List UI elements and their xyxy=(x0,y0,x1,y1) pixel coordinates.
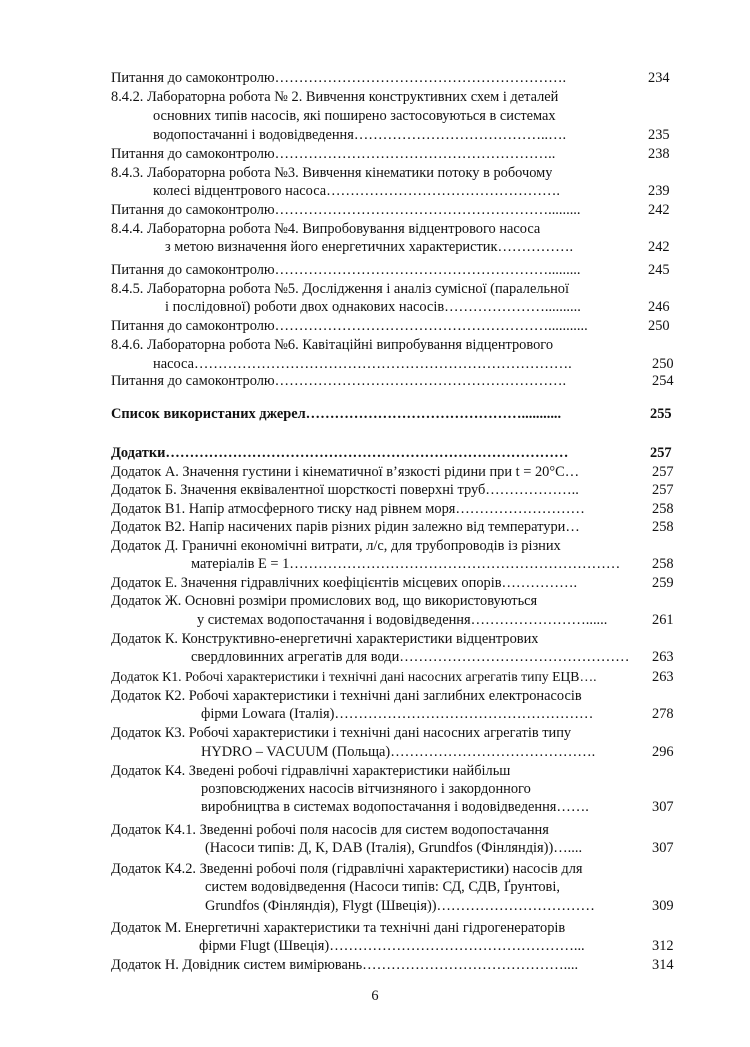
toc-entry xyxy=(0,687,750,705)
toc-entry xyxy=(0,336,750,354)
toc-entry xyxy=(0,145,750,163)
page-number: 6 xyxy=(371,988,379,1004)
toc-entry-page: 263 xyxy=(652,649,674,665)
toc-entry-page: 255 xyxy=(650,406,672,422)
toc-entry-page: 257 xyxy=(652,464,674,480)
toc-entry xyxy=(0,611,750,629)
toc-entry-text: Додаток Д. Граничні економічні витрати, л/с, для трубопроводів із різних xyxy=(111,538,561,554)
toc-entry-text: Питання до самоконтролю…………………………………………………........... xyxy=(111,318,588,334)
toc-entry-text: колесі відцентрового насоса…………………………………………. xyxy=(153,183,560,199)
toc-entry-page: 239 xyxy=(648,183,670,199)
toc-entry-page: 235 xyxy=(648,127,670,143)
toc-entry-text: і послідовної) роботи двох однакових насосів………………….......... xyxy=(165,299,581,315)
toc-entry-text: Список використаних джерел………………………………………........... xyxy=(111,406,562,422)
toc-entry-text: основних типів насосів, які поширено застосовуються в системах xyxy=(153,108,556,124)
toc-entry-page: 314 xyxy=(652,957,674,973)
toc-entry xyxy=(0,630,750,648)
toc-entry xyxy=(0,537,750,555)
toc-entry-text: Питання до самоконтролю…………………………………………………......... xyxy=(111,262,581,278)
toc-entry xyxy=(0,668,750,686)
toc-entry xyxy=(0,839,750,857)
toc-entry xyxy=(0,762,750,780)
toc-entry xyxy=(0,743,750,761)
toc-entry-page: 257 xyxy=(652,482,674,498)
toc-entry-text: виробництва в системах водопостачання і водовідведення……. xyxy=(201,799,589,815)
toc-entry-page: 259 xyxy=(652,575,674,591)
toc-entry-text: свердловинних агрегатів для води………………………………………… xyxy=(191,649,630,665)
toc-entry-text: Додаток В1. Напір атмосферного тиску над рівнем моря……………………… xyxy=(111,501,585,517)
toc-entry xyxy=(0,937,750,955)
toc-entry xyxy=(0,69,750,87)
toc-entry xyxy=(0,500,750,518)
toc-entry-text: 8.4.5. Лабораторна робота №5. Дослідження і аналіз сумісної (паралельної xyxy=(111,281,569,297)
toc-entry-page: 278 xyxy=(652,706,674,722)
toc-entry xyxy=(0,956,750,974)
toc-entry xyxy=(0,919,750,937)
toc-entry-page: 245 xyxy=(648,262,670,278)
toc-section-references xyxy=(0,405,750,423)
toc-entry-text: Додаток К4. Зведені робочі гідравлічні характеристики найбільш xyxy=(111,763,511,779)
toc-entry-text: Додаток К1. Робочі характеристики і технічні дані насосних агрегатів типу ЕЦВ…. xyxy=(111,669,597,684)
toc-entry-text: розповсюджених насосів вітчизняного і закордонного xyxy=(201,781,531,797)
toc-entry-page: 242 xyxy=(648,239,670,255)
toc-entry-page: 307 xyxy=(652,840,674,856)
toc-entry-page: 254 xyxy=(652,373,674,389)
toc-entry-page: 296 xyxy=(652,744,674,760)
toc-entry xyxy=(0,280,750,298)
toc-entry-page: 250 xyxy=(652,356,674,372)
toc-entry-text: Додаток Ж. Основні розміри промислових вод, що використовуються xyxy=(111,593,538,609)
toc-entry-text: Питання до самоконтролю………………………………………………….. xyxy=(111,146,556,162)
toc-entry-text: фірми Flugt (Швеція)……………………………………………... xyxy=(199,938,585,954)
toc-entry xyxy=(0,878,750,896)
toc-entry xyxy=(0,780,750,798)
toc-entry-text: водопостачанні і водовідведення…………………………………..…. xyxy=(153,127,567,143)
toc-entry-text: Додаток К4.2. Зведенні робочі поля (гідравлічні характеристики) насосів для xyxy=(111,861,583,877)
toc-entry xyxy=(0,724,750,742)
toc-entry-text: Grundfos (Фінляндія), Flygt (Швеція))…………………………… xyxy=(205,898,595,914)
toc-entry xyxy=(0,182,750,200)
toc-entry-page: 257 xyxy=(650,445,672,461)
toc-entry-text: 8.4.6. Лабораторна робота №6. Кавітаційні випробування відцентрового xyxy=(111,337,554,353)
toc-entry xyxy=(0,261,750,279)
toc-entry xyxy=(0,317,750,335)
toc-entry xyxy=(0,220,750,238)
toc-entry xyxy=(0,574,750,592)
toc-entry xyxy=(0,592,750,610)
toc-entry xyxy=(0,355,750,373)
toc-entry-page: 263 xyxy=(652,669,674,685)
toc-entry xyxy=(0,481,750,499)
toc-entry-text: фірми Lowara (Італія)……………………………………………… xyxy=(201,706,594,722)
toc-entry-text: (Насоси типів: Д, К, DAB (Італія), Grundfos (Фінляндія))….... xyxy=(205,840,583,856)
toc-entry xyxy=(0,555,750,573)
toc-entry-page: 261 xyxy=(652,612,674,628)
toc-entry xyxy=(0,648,750,666)
toc-entry xyxy=(0,164,750,182)
toc-entry xyxy=(0,88,750,106)
toc-entry-page: 246 xyxy=(648,299,670,315)
toc-entry-page: 258 xyxy=(652,556,674,572)
toc-entry xyxy=(0,463,750,481)
toc-entry-text: з метою визначення його енергетичних характеристик……………. xyxy=(165,239,574,255)
toc-entry xyxy=(0,518,750,536)
toc-entry-text: Додатки………………………………………………………………………… xyxy=(111,445,569,461)
toc-entry-text: Додаток А. Значення густини і кінематичної в’язкості рідини при t = 20°С… xyxy=(111,464,580,480)
toc-entry-text: Додаток Б. Значення еквівалентної шорсткості поверхні труб……………….. xyxy=(111,482,579,498)
toc-entry-text: Додаток М. Енергетичні характеристики та технічні дані гідрогенераторів xyxy=(111,920,566,936)
toc-entry-text: Питання до самоконтролю……………………………………………………. xyxy=(111,373,567,389)
toc-entry xyxy=(0,798,750,816)
toc-entry xyxy=(0,298,750,316)
toc-entry-text: Додаток К4.1. Зведенні робочі поля насосів для систем водопостачання xyxy=(111,822,549,838)
toc-entry-page: 309 xyxy=(652,898,674,914)
toc-entry-text: систем водовідведення (Насоси типів: СД, СДВ, Ґрунтові, xyxy=(205,879,560,895)
toc-entry-page: 258 xyxy=(652,519,674,535)
toc-entry xyxy=(0,705,750,723)
toc-entry-text: насоса……………………………………………………………………. xyxy=(153,356,572,372)
toc-entry xyxy=(0,107,750,125)
toc-entry-page: 307 xyxy=(652,799,674,815)
toc-entry-text: Додаток К. Конструктивно-енергетичні характеристики відцентрових xyxy=(111,631,539,647)
toc-entry-text: 8.4.4. Лабораторна робота №4. Випробовування відцентрового насоса xyxy=(111,221,541,237)
toc-entry-text: Додаток В2. Напір насичених парів різних рідин залежно від температури… xyxy=(111,519,580,535)
toc-entry xyxy=(0,372,750,390)
toc-entry-text: Додаток К2. Робочі характеристики і технічні дані заглибних електронасосів xyxy=(111,688,582,704)
toc-entry xyxy=(0,821,750,839)
toc-entry-text: Питання до самоконтролю…………………………………………………......... xyxy=(111,202,581,218)
toc-entry xyxy=(0,126,750,144)
toc-entry xyxy=(0,201,750,219)
toc-entry xyxy=(0,860,750,878)
toc-entry-page: 242 xyxy=(648,202,670,218)
toc-entry-text: Додаток Е. Значення гідравлічних коефіцієнтів місцевих опорів……………. xyxy=(111,575,578,591)
toc-entry-text: Питання до самоконтролю……………………………………………………. xyxy=(111,70,567,86)
toc-entry-text: 8.4.2. Лабораторна робота № 2. Вивчення конструктивних схем і деталей xyxy=(111,89,559,105)
toc-entry xyxy=(0,897,750,915)
toc-entry-text: 8.4.3. Лабораторна робота №3. Вивчення кінематики потоку в робочому xyxy=(111,165,553,181)
toc-entry-page: 234 xyxy=(648,70,670,86)
toc-entry-page: 258 xyxy=(652,501,674,517)
toc-entry xyxy=(0,238,750,256)
toc-entry-page: 250 xyxy=(648,318,670,334)
toc-section-appendices xyxy=(0,444,750,462)
toc-entry-page: 238 xyxy=(648,146,670,162)
toc-entry-text: HYDRO – VACUUM (Польща)……………………………………. xyxy=(201,744,596,760)
toc-entry-text: матеріалів Е = 1…………………………………………………………… xyxy=(191,556,621,572)
toc-entry-page: 312 xyxy=(652,938,674,954)
toc-entry-text: Додаток К3. Робочі характеристики і технічні дані насосних агрегатів типу xyxy=(111,725,572,741)
toc-entry-text: Додаток Н. Довідник систем вимірювань…………………………………….... xyxy=(111,957,579,973)
toc-entry-text: у системах водопостачання і водовідведення……………………...... xyxy=(197,612,608,628)
